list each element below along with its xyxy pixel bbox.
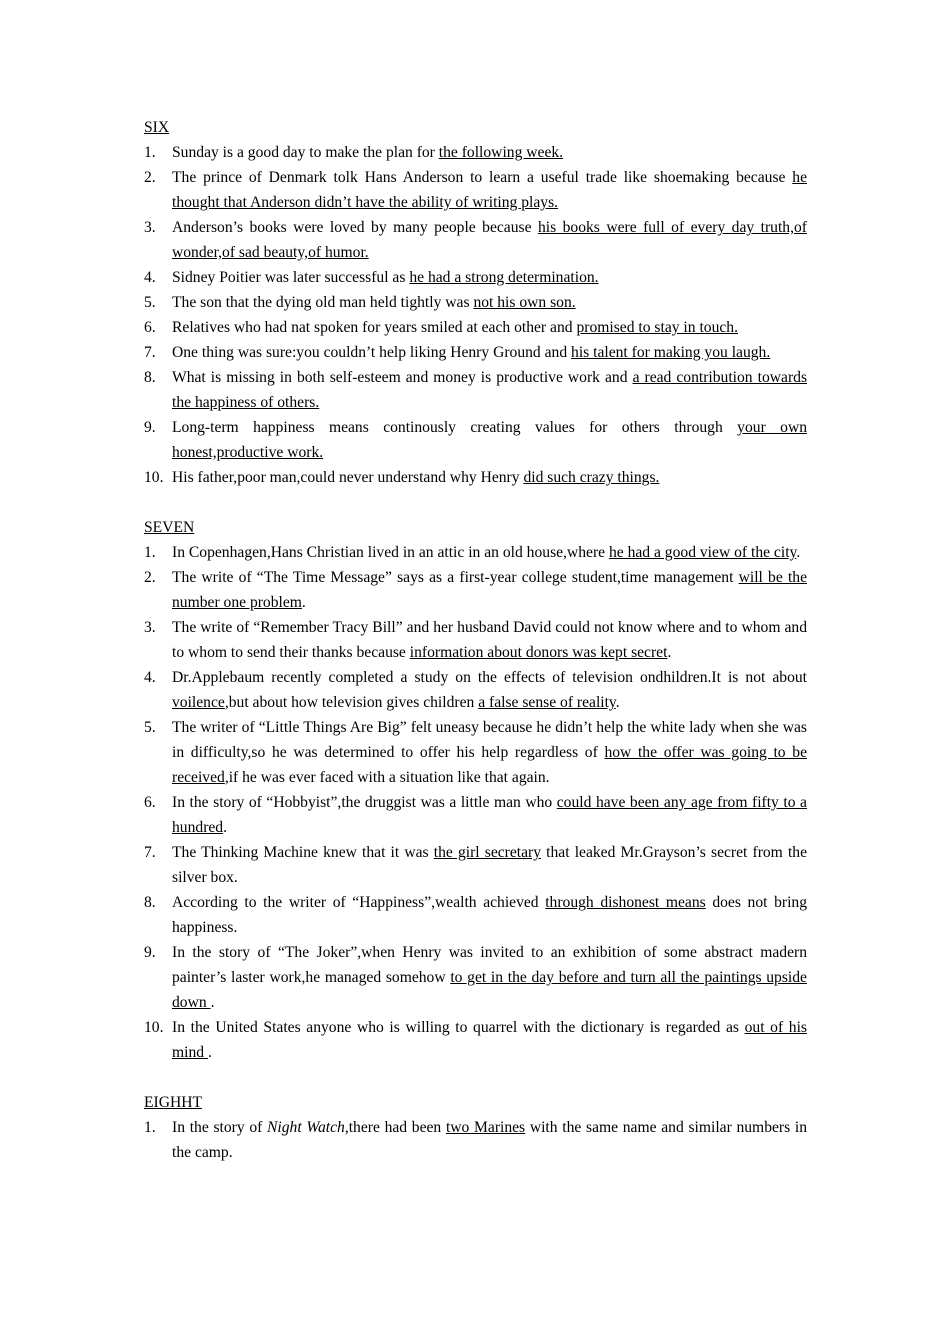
question-text: His father,poor man,could never understand why Henry — [172, 469, 524, 486]
question-number: 10. — [144, 1019, 164, 1036]
question-item — [144, 565, 807, 615]
section-seven — [144, 515, 807, 1065]
question-number: 8. — [144, 369, 156, 386]
answer-text: your own honest,productive work. — [172, 419, 808, 461]
question-number: 9. — [144, 419, 156, 436]
question-item — [144, 315, 807, 340]
question-item — [144, 940, 807, 1015]
question-item — [144, 665, 807, 715]
question-number: 4. — [144, 669, 156, 686]
question-number: 6. — [144, 319, 156, 336]
question-text: Sunday is a good day to make the plan for — [172, 144, 439, 161]
question-text: One thing was sure:you couldn’t help liking Henry Ground and — [172, 344, 572, 361]
question-text: that leaked Mr.Grayson’s secret from the silver box. — [172, 844, 808, 886]
question-item — [144, 840, 807, 890]
answer-text: will be the number one problem — [172, 569, 807, 611]
answer-text: a false sense of reality — [478, 694, 616, 711]
question-number: 4. — [144, 269, 156, 286]
question-text: The prince of Denmark tolk Hans Anderson to learn a useful trade like shoemaking because — [172, 169, 793, 186]
question-text: The write of “The Time Message” says as a first-year college student,time management — [172, 569, 739, 586]
question-item — [144, 215, 807, 265]
question-number: 2. — [144, 569, 156, 586]
question-number: 8. — [144, 894, 156, 911]
question-item — [144, 465, 807, 490]
question-item — [144, 1115, 807, 1165]
question-text: In the story of — [172, 1119, 268, 1136]
question-list — [144, 540, 807, 1065]
question-item — [144, 615, 807, 665]
question-text: . — [301, 594, 306, 611]
answer-text: he thought that Anderson didn’t have the ability of writing plays. — [172, 169, 807, 211]
question-item — [144, 890, 807, 940]
answer-text: his books were full of every day truth,of wonder,of sad beauty,of humor. — [172, 219, 807, 261]
answer-text: the following week. — [438, 144, 564, 161]
question-text: According to the writer of “Happiness”,wealth achieved — [172, 894, 546, 911]
question-text: . — [796, 544, 801, 561]
question-text: The Thinking Machine knew that it was — [172, 844, 434, 861]
answer-text: he had a strong determination. — [409, 269, 599, 286]
question-text: In the story of “The Joker”,when Henry was invited to an exhibition of some abstract madern painter’s laster work,he managed somehow — [172, 944, 807, 986]
question-text: The son that the dying old man held tightly was — [172, 294, 474, 311]
question-number: 6. — [144, 794, 156, 811]
title-text: Night Watch — [267, 1119, 345, 1136]
answer-text: could have been any age from fifty to a hundred — [172, 794, 807, 836]
question-item — [144, 365, 807, 415]
answer-text: did such crazy things. — [523, 469, 660, 486]
question-text: The writer of “Little Things Are Big” felt uneasy because he didn’t help the white lady when she was in difficulty,so he was determined to offer his help regardless of — [172, 719, 807, 761]
question-item — [144, 415, 807, 465]
question-number: 1. — [144, 1119, 156, 1136]
answer-text: he had a good view of the city — [608, 544, 797, 561]
answer-text: not his own son. — [473, 294, 576, 311]
section-heading: SEVEN — [144, 519, 195, 536]
question-number: 7. — [144, 344, 156, 361]
question-item — [144, 540, 807, 565]
question-number: 9. — [144, 944, 156, 961]
question-text: . — [667, 644, 672, 661]
question-item — [144, 140, 807, 165]
question-text: does not bring happiness. — [172, 894, 807, 936]
question-number: 3. — [144, 619, 156, 636]
question-text: Anderson’s books were loved by many people because — [172, 219, 538, 236]
answer-text: his talent for making you laugh. — [571, 344, 771, 361]
answer-text: how the offer was going to be received — [172, 744, 807, 786]
question-text: with the same name and similar numbers in the camp. — [172, 1119, 808, 1161]
question-item — [144, 790, 807, 840]
question-item — [144, 165, 807, 215]
question-number: 1. — [144, 544, 156, 561]
question-text: In Copenhagen,Hans Christian lived in an attic in an old house,where — [172, 544, 609, 561]
question-number: 3. — [144, 219, 156, 236]
question-number: 10. — [144, 469, 164, 486]
answer-text: the girl secretary — [433, 844, 542, 861]
question-item — [144, 340, 807, 365]
question-text: Dr.Applebaum recently completed a study on the effects of television ondhildren.It is not about — [172, 669, 807, 686]
question-text: . — [223, 819, 228, 836]
question-number: 5. — [144, 719, 156, 736]
answer-text: information about donors was kept secret — [409, 644, 668, 661]
question-text: Relatives who had nat spoken for years smiled at each other and — [172, 319, 577, 336]
question-item — [144, 265, 807, 290]
question-item — [144, 715, 807, 790]
question-text: . — [210, 994, 215, 1011]
question-text: . — [207, 1044, 212, 1061]
question-text: . — [615, 694, 620, 711]
question-number: 2. — [144, 169, 156, 186]
section-six — [144, 115, 807, 490]
answer-text: a read contribution towards the happiness of others. — [172, 369, 808, 411]
question-text: In the story of “Hobbyist”,the druggist was a little man who — [172, 794, 557, 811]
answer-text: promised to stay in touch. — [576, 319, 739, 336]
answer-text: two Marines — [445, 1119, 526, 1136]
document-page — [144, 115, 807, 1165]
question-text: ,there had been — [344, 1119, 446, 1136]
question-text: ,but about how television gives children — [224, 694, 479, 711]
question-text: In the United States anyone who is willing to quarrel with the dictionary is regarded as — [172, 1019, 745, 1036]
answer-text: to get in the day before and turn all the paintings upside down — [172, 969, 807, 1011]
question-list — [144, 140, 807, 490]
question-number: 1. — [144, 144, 156, 161]
answer-text: through dishonest means — [545, 894, 706, 911]
section-heading: SIX — [144, 119, 170, 136]
question-text: ,if he was ever faced with a situation like that again. — [224, 769, 550, 786]
question-number: 7. — [144, 844, 156, 861]
question-number: 5. — [144, 294, 156, 311]
question-item — [144, 1015, 807, 1065]
answer-text: out of his mind — [172, 1019, 807, 1061]
question-text: Long-term happiness means continously creating values for others through — [172, 419, 738, 436]
section-eight — [144, 1090, 807, 1165]
question-list — [144, 1115, 807, 1165]
question-item — [144, 290, 807, 315]
section-heading: EIGHHT — [144, 1094, 203, 1111]
question-text: What is missing in both self-esteem and money is productive work and — [172, 369, 633, 386]
answer-text: voilence — [172, 694, 225, 711]
question-text: Sidney Poitier was later successful as — [172, 269, 410, 286]
question-text: The write of “Remember Tracy Bill” and her husband David could not know where and to whom and to whom to send their thanks because — [172, 619, 807, 661]
